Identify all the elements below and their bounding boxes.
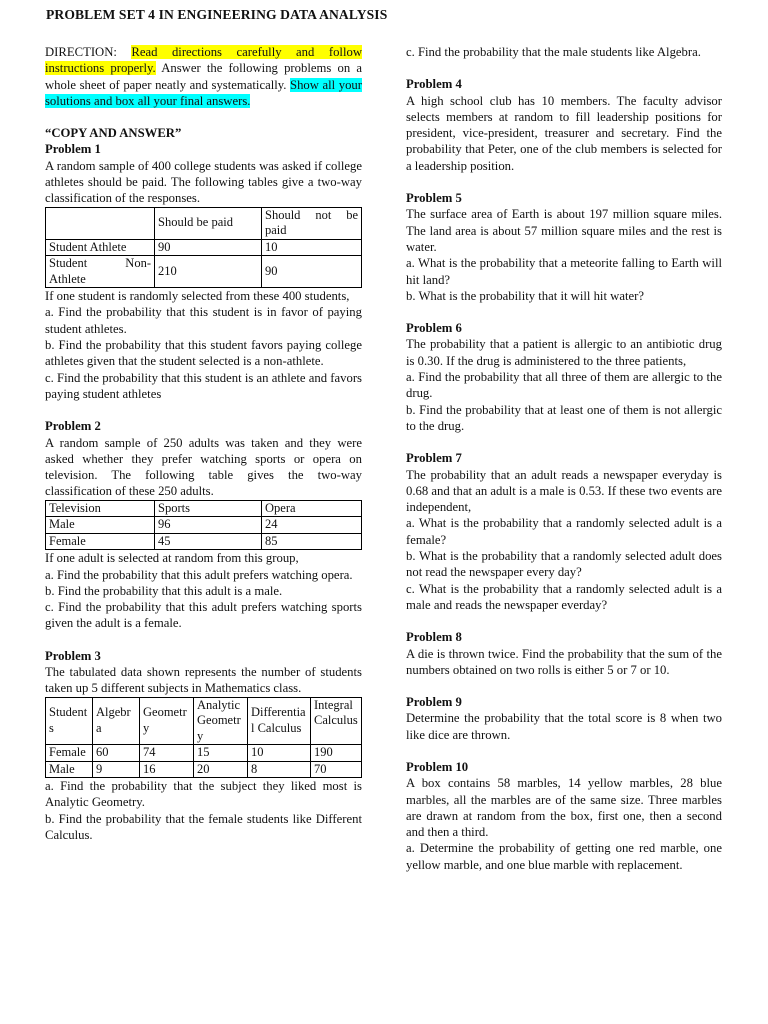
problem-1-table xyxy=(45,207,362,289)
table-header-row xyxy=(46,697,362,745)
direction-text: Answer the following problems on a whole sheet of paper neatly and systematically. xyxy=(45,61,362,92)
problem-7-text: The probability that an adult reads a newspaper everyday is 0.68 and that an adult is a male is 0.53. If these two events are independent, xyxy=(406,467,722,515)
problem-5-text: The surface area of Earth is about 197 million square miles. The land area is about 57 million square miles and the rest is water. xyxy=(406,207,722,254)
problem-2-after-table: If one adult is selected at random from this group, xyxy=(45,551,299,566)
problem-3-part-a: a. Find the probability that the subject they liked most is Analytic Geometry. xyxy=(45,779,362,810)
problem-7-heading: Problem 7 xyxy=(406,451,462,466)
table-cell: Sports xyxy=(155,500,262,517)
table-row xyxy=(46,745,362,762)
table-cell: 9 xyxy=(93,761,140,778)
problem-10-part-a: a. Determine the probability of getting one red marble, one yellow marble, and one blue marble with replacement. xyxy=(406,841,722,872)
table-cell: 90 xyxy=(155,239,262,256)
table-cell: 210 xyxy=(155,256,262,288)
problem-1-part-c: c. Find the probability that this student is an athlete and favors paying student athletes xyxy=(45,370,362,401)
copy-and-answer-heading: “COPY AND ANSWER” xyxy=(45,126,182,141)
problem-7-part-a: a. What is the probability that a randomly selected adult is a female? xyxy=(406,516,722,547)
problem-7-part-b: b. What is the probability that a randomly selected adult does not read the newspaper every day? xyxy=(406,549,722,580)
document-title: PROBLEM SET 4 IN ENGINEERING DATA ANALYSIS xyxy=(46,7,388,22)
table-cell: 16 xyxy=(140,761,194,778)
table-cell: 190 xyxy=(311,745,362,762)
table-cell: Differential Calculus xyxy=(248,697,311,745)
problem-4-text: A high school club has 10 members. The faculty advisor selects members at random to fill leadership positions for president, vice-president, treasurer and secretary. Find the probability that Peter, one of the club members is selected for a leadership position. xyxy=(406,93,722,173)
table-row xyxy=(46,761,362,778)
problem-2-intro: A random sample of 250 adults was taken and they were asked whether they prefer watching sports or opera on television. The following table gives the two-way classification of these 250 adults. xyxy=(45,435,362,499)
direction-highlight-yellow: Read directions carefully and follow instructions properly. xyxy=(45,45,362,76)
problem-1-heading: Problem 1 xyxy=(45,142,101,157)
problem-9-text: Determine the probability that the total score is 8 when two like dice are thrown. xyxy=(406,711,722,742)
table-header-row xyxy=(46,207,362,239)
table-cell: Students xyxy=(46,697,93,745)
problem-3-intro: The tabulated data shown represents the number of students taken up 5 different subjects in Mathematics class. xyxy=(45,665,362,696)
table-cell: 60 xyxy=(93,745,140,762)
problem-7-part-c: c. What is the probability that a randomly selected adult is a male and reads the newspaper everday? xyxy=(406,581,722,612)
table-cell: Television xyxy=(46,500,155,517)
table-cell: Should be paid xyxy=(155,207,262,239)
problem-1-after-table: If one student is randomly selected from these 400 students, xyxy=(45,289,350,304)
table-cell: 24 xyxy=(262,517,362,534)
problem-2-heading: Problem 2 xyxy=(45,419,101,434)
problem-3-heading: Problem 3 xyxy=(45,648,101,663)
problem-6-heading: Problem 6 xyxy=(406,321,462,336)
problem-1-part-b: b. Find the probability that this student favors paying college athletes given that the student selected is a non-athlete. xyxy=(45,338,362,369)
table-cell: 8 xyxy=(248,761,311,778)
problem-2-part-b: b. Find the probability that this adult is a male. xyxy=(45,583,283,598)
table-cell: Geometry xyxy=(140,697,194,745)
problem-3-part-b: b. Find the probability that the female students like Different Calculus. xyxy=(45,811,362,842)
table-cell: 96 xyxy=(155,517,262,534)
problem-1-intro: A random sample of 400 college students was asked if college athletes should be paid. The following tables give a two-way classification of the responses. xyxy=(45,158,362,206)
right-column xyxy=(406,44,722,873)
table-cell: Should not be paid xyxy=(262,207,362,239)
problem-2-part-a: a. Find the probability that this adult prefers watching opera. xyxy=(45,567,353,582)
table-cell: 74 xyxy=(140,745,194,762)
problem-3-part-c: c. Find the probability that the male students like Algebra. xyxy=(406,45,701,59)
left-column xyxy=(45,44,362,843)
problem-1-part-a: a. Find the probability that this student is in favor of paying student athletes. xyxy=(45,305,362,336)
problem-3-table xyxy=(45,697,362,779)
table-cell: 70 xyxy=(311,761,362,778)
problem-4-heading: Problem 4 xyxy=(406,77,462,92)
table-cell: Integral Calculus xyxy=(311,697,362,745)
problem-8-text: A die is thrown twice. Find the probability that the sum of the numbers obtained on two rolls is either 5 or 7 or 10. xyxy=(406,646,722,677)
table-cell: 45 xyxy=(155,533,262,550)
table-cell: Female xyxy=(46,533,155,550)
problem-5-part-a: a. What is the probability that a meteorite falling to Earth will hit land? xyxy=(406,256,722,287)
problem-2-part-c: c. Find the probability that this adult prefers watching sports given the adult is a female. xyxy=(45,600,362,631)
table-cell: 20 xyxy=(194,761,248,778)
table-cell: Student Non-Athlete xyxy=(46,256,155,288)
table-row xyxy=(46,256,362,288)
direction-highlight-cyan: Show all your solutions and box all your final answers. xyxy=(45,77,362,108)
problem-6-part-a: a. Find the probability that all three of them are allergic to the drug. xyxy=(406,370,722,401)
table-row xyxy=(46,239,362,256)
table-cell: 10 xyxy=(262,239,362,256)
problem-8-heading: Problem 8 xyxy=(406,630,462,645)
table-cell xyxy=(46,207,155,239)
direction-label: DIRECTION: xyxy=(45,45,132,59)
table-cell: 15 xyxy=(194,745,248,762)
table-row xyxy=(46,533,362,550)
table-cell: Student Athlete xyxy=(46,239,155,256)
problem-9-heading: Problem 9 xyxy=(406,695,462,710)
table-header-row xyxy=(46,500,362,517)
problem-5-heading: Problem 5 xyxy=(406,191,462,206)
problem-6-part-b: b. Find the probability that at least one of them is not allergic to the drug. xyxy=(406,402,722,433)
direction-paragraph xyxy=(45,44,362,109)
problem-6-text: The probability that a patient is allergic to an antibiotic drug is 0.30. If the drug is administered to the three patients, xyxy=(406,337,722,368)
table-cell: Analytic Geometry xyxy=(194,697,248,745)
table-cell: Opera xyxy=(262,500,362,517)
table-cell: Male xyxy=(46,761,93,778)
problem-10-heading: Problem 10 xyxy=(406,759,469,774)
table-cell: Female xyxy=(46,745,93,762)
table-row xyxy=(46,517,362,534)
problem-2-table xyxy=(45,500,362,551)
problem-10-text: A box contains 58 marbles, 14 yellow marbles, 28 blue marbles, all the marbles are of the same size. Three marbles are drawn at random from the box, first one, then a second and then a third. xyxy=(406,776,722,840)
table-cell: 90 xyxy=(262,256,362,288)
table-cell: Algebra xyxy=(93,697,140,745)
problem-5-part-b: b. What is the probability that it will hit water? xyxy=(406,288,644,303)
table-cell: 85 xyxy=(262,533,362,550)
table-cell: Male xyxy=(46,517,155,534)
table-cell: 10 xyxy=(248,745,311,762)
